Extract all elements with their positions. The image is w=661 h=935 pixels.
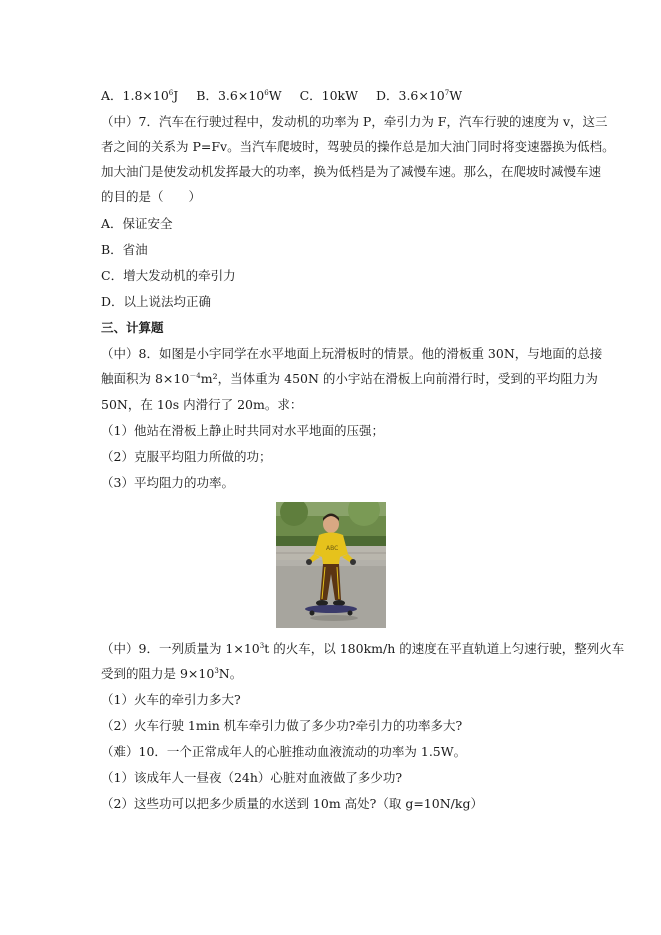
- q6-option-b: B．$3.6\times 10^6W$: [196, 88, 282, 103]
- svg-text:ABC: ABC: [326, 545, 339, 552]
- q7-line-1: （中）7．汽车在行驶过程中，发动机的功率为 P，牵引力为 F，汽车行驶的速度为 v，这三: [101, 114, 608, 129]
- q7-line-4: 的目的是（ ）: [101, 189, 202, 204]
- q10-sub-1: （1）该成年人一昼夜（24h）心脏对血液做了多少功?: [101, 770, 403, 785]
- q8-sub-2: （2）克服平均阻力所做的功；: [101, 449, 272, 464]
- section-title-calculation: 三、计算题: [101, 320, 164, 335]
- q8-sub-3: （3）平均阻力的功率。: [101, 475, 234, 490]
- q7-option-d: D．以上说法均正确: [101, 294, 212, 309]
- q7-line-2: 者之间的关系为 P=Fv。当汽车爬坡时，驾驶员的操作总是加大油门同时将变速器换为低档。: [101, 139, 615, 154]
- q8-line-2: 触面积为 $8\times 10^{-4}m^2$，当体重为 450N 的小宇站在滑板上向前滑行时，受到的平均阻力为: [101, 371, 598, 386]
- boy-skateboarding-illustration: [276, 502, 386, 628]
- q6-option-d: D．$3.6\times 10^7W$: [375, 88, 463, 103]
- q8-line-3: 50N，在 10s 内滑行了 20m。求：: [101, 397, 303, 412]
- q10-line-1: （难）10．一个正常成年人的心脏推动血液流动的功率为 1.5W。: [101, 744, 467, 759]
- q9-line-2: 受到的阻力是 $9\times 10^3N$。: [101, 666, 243, 681]
- q9-line-1: （中）9．一列质量为 $1\times 10^3t$ 的火车，以 180km/h 的速度在平直轨道上匀速行驶，整列火车: [101, 641, 625, 656]
- q8-line-1: （中）8．如图是小宇同学在水平地面上玩滑板时的情景。他的滑板重 30N，与地面的总接: [101, 346, 603, 361]
- q7-option-c: C．增大发动机的牵引力: [101, 268, 236, 283]
- q6-option-c: C．10kW: [299, 88, 358, 103]
- q6-option-a: A．$1.8\times 10^6J$: [101, 88, 179, 103]
- q7-option-a: A．保证安全: [101, 216, 173, 231]
- q10-sub-2: （2）这些功可以把多少质量的水送到 10m 高处?（取 g=10N/kg）: [101, 796, 483, 811]
- q8-sub-1: （1）他站在滑板上静止时共同对水平地面的压强；: [101, 423, 384, 438]
- q7-option-b: B．省油: [101, 242, 148, 257]
- q7-line-3: 加大油门是使发动机发挥最大的功率，换为低档是为了减慢车速。那么，在爬坡时减慢车速: [101, 164, 602, 179]
- q9-sub-1: （1）火车的牵引力多大?: [101, 692, 241, 707]
- q9-sub-2: （2）火车行驶 1min 机车牵引力做了多少功?牵引力的功率多大?: [101, 718, 463, 733]
- skateboard-photo: [276, 502, 386, 628]
- q6-options: [101, 88, 462, 104]
